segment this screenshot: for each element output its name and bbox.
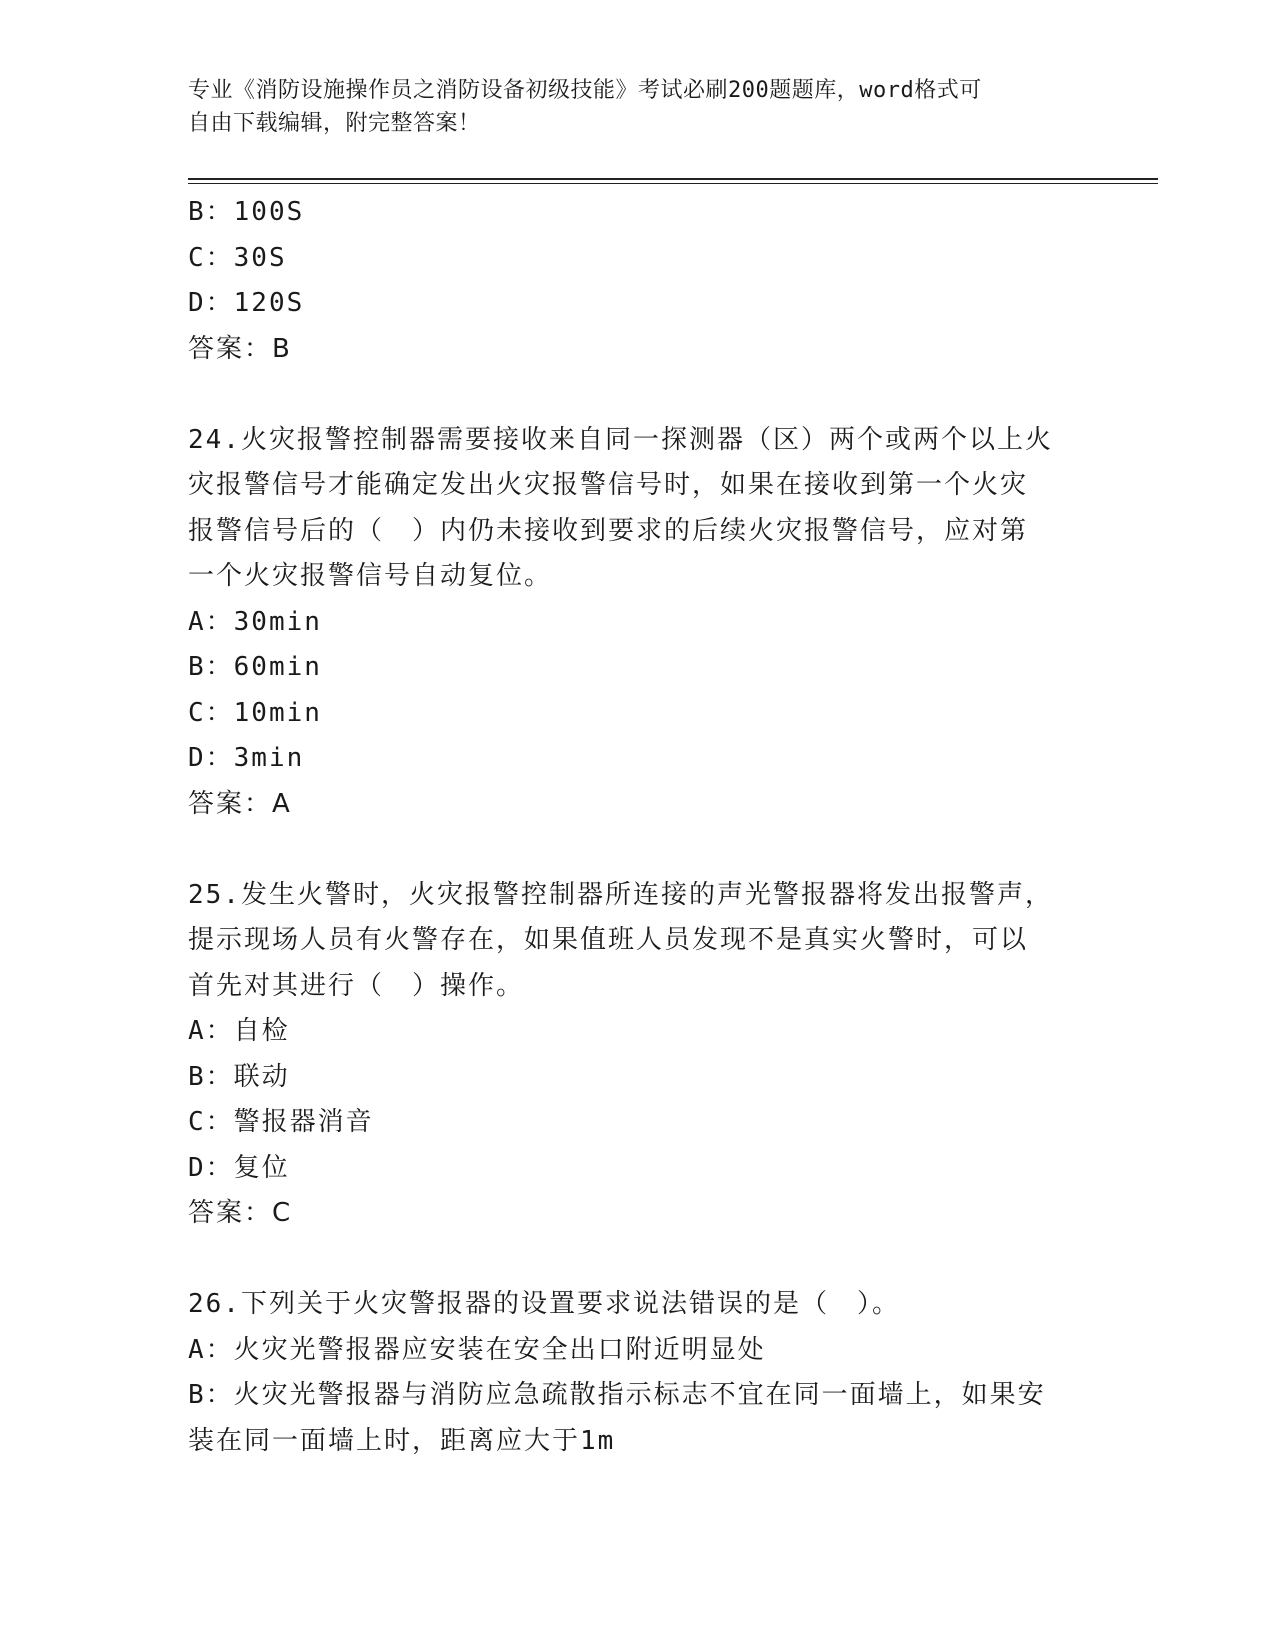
- question-24: [188, 418, 1088, 828]
- option-b-continued: 装在同一面墙上时，距离应大于1m: [188, 1425, 616, 1456]
- option-c: C：10min: [188, 697, 322, 728]
- question-25: [188, 873, 1088, 1237]
- question-stem-line: 灾报警信号才能确定发出火灾报警信号时，如果在接收到第一个火灾: [188, 470, 1029, 500]
- option-b: B：联动: [188, 1061, 290, 1092]
- answer-line: 答案：B: [188, 333, 292, 364]
- option-c: C：30S: [188, 242, 287, 273]
- question-spacer: [188, 1237, 1088, 1283]
- option-b: B：100S: [188, 197, 305, 227]
- question-stem-line: 25.发生火警时，火灾报警控制器所连接的声光警报器将发出报警声，: [188, 879, 1053, 910]
- header-line-2: 自由下载编辑，附完整答案！: [188, 111, 481, 136]
- question-26: [188, 1282, 1088, 1464]
- question-23: [188, 190, 1088, 372]
- question-stem-line: 26.下列关于火灾警报器的设置要求说法错误的是（ ）。: [188, 1289, 900, 1319]
- header-divider-thin: [188, 183, 1158, 184]
- question-spacer: [188, 827, 1088, 873]
- header-line-1: 专业《消防设施操作员之消防设备初级技能》考试必刷200题题库，word格式可: [188, 78, 982, 103]
- option-d: D：3min: [188, 743, 305, 773]
- answer-line: 答案：C: [188, 1198, 293, 1228]
- option-b: B：60min: [188, 652, 322, 682]
- document-header: [188, 74, 1088, 140]
- header-divider-thick: [188, 178, 1158, 180]
- question-stem-line: 一个火灾报警信号自动复位。: [188, 561, 553, 591]
- question-stem-line: 首先对其进行（ ）操作。: [188, 970, 525, 1001]
- option-a: A：火灾光警报器应安装在安全出口附近明显处: [188, 1334, 766, 1365]
- option-a: A：30min: [188, 606, 322, 637]
- answer-line: 答案：A: [188, 788, 292, 819]
- option-c: C：警报器消音: [188, 1107, 374, 1137]
- question-spacer: [188, 372, 1088, 418]
- option-a: A：自检: [188, 1016, 290, 1046]
- question-stem-line: 提示现场人员有火警存在，如果值班人员发现不是真实火警时，可以: [188, 925, 1029, 955]
- question-stem-line: 24.火灾报警控制器需要接收来自同一探测器（区）两个或两个以上火: [188, 424, 1053, 455]
- option-d: D：复位: [188, 1152, 290, 1183]
- option-b: B：火灾光警报器与消防应急疏散指示标志不宜在同一面墙上，如果安: [188, 1380, 1046, 1410]
- question-list: [188, 190, 1088, 1464]
- question-stem-line: 报警信号后的（ ）内仍未接收到要求的后续火灾报警信号，应对第: [188, 515, 1029, 546]
- option-d: D：120S: [188, 288, 305, 318]
